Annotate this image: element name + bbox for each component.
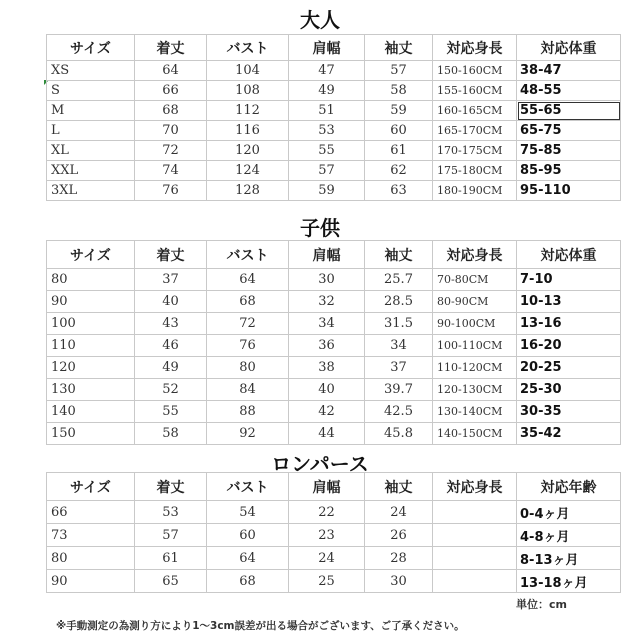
table-cell: 64 (135, 61, 207, 81)
table-cell: 53 (289, 121, 365, 141)
table-cell: 57 (365, 61, 433, 81)
table-cell: 61 (135, 547, 207, 570)
rompers-size-table (46, 472, 621, 593)
table-cell: 65-75 (517, 121, 621, 141)
table-cell: 90 (47, 570, 135, 593)
table-cell: 40 (289, 379, 365, 401)
table-cell: 80 (47, 547, 135, 570)
table-row (47, 570, 621, 593)
table-cell: 72 (207, 313, 289, 335)
table-cell: 124 (207, 161, 289, 181)
table-cell: 150 (47, 423, 135, 445)
table-cell: 165-170CM (433, 121, 517, 141)
table-cell: 120 (47, 357, 135, 379)
column-header: 肩幅 (289, 473, 365, 501)
table-cell: 66 (47, 501, 135, 524)
table-cell: 80 (47, 269, 135, 291)
table-cell: 16-20 (517, 335, 621, 357)
table-cell: 58 (135, 423, 207, 445)
table-cell: 59 (365, 101, 433, 121)
table-cell: 104 (207, 61, 289, 81)
table-cell: 128 (207, 181, 289, 201)
table-cell: 64 (207, 547, 289, 570)
table-cell: 26 (365, 524, 433, 547)
table-cell: 28.5 (365, 291, 433, 313)
table-cell: 65 (135, 570, 207, 593)
table-cell: 40 (135, 291, 207, 313)
column-header: 対応身長 (433, 241, 517, 269)
table-cell: M (47, 101, 135, 121)
table-row (47, 269, 621, 291)
table-cell: 155-160CM (433, 81, 517, 101)
table-cell: 85-95 (517, 161, 621, 181)
kids-size-table (46, 240, 621, 445)
column-header: 対応体重 (517, 241, 621, 269)
table-row (47, 121, 621, 141)
table-cell: 76 (207, 335, 289, 357)
table-row (47, 357, 621, 379)
table-cell: 4-8ヶ月 (517, 524, 621, 547)
table-cell: 0-4ヶ月 (517, 501, 621, 524)
table-cell: 73 (47, 524, 135, 547)
table-cell: 140 (47, 401, 135, 423)
kids-section-title: 子供 (300, 216, 340, 240)
table-cell: 22 (289, 501, 365, 524)
table-cell: 150-160CM (433, 61, 517, 81)
table-cell (433, 570, 517, 593)
table-cell: 24 (289, 547, 365, 570)
table-cell: 10-13 (517, 291, 621, 313)
column-header: サイズ (47, 473, 135, 501)
column-header: バスト (207, 473, 289, 501)
table-cell: 116 (207, 121, 289, 141)
table-row (47, 81, 621, 101)
table-cell: 13-16 (517, 313, 621, 335)
column-header: バスト (207, 241, 289, 269)
table-cell: 36 (289, 335, 365, 357)
table-cell: 62 (365, 161, 433, 181)
table-cell: 20-25 (517, 357, 621, 379)
table-cell: 30 (289, 269, 365, 291)
table-cell: 57 (135, 524, 207, 547)
table-cell: 47 (289, 61, 365, 81)
table-cell: 49 (289, 81, 365, 101)
table-cell: 45.8 (365, 423, 433, 445)
column-header: 対応年齢 (517, 473, 621, 501)
table-cell: 70 (135, 121, 207, 141)
table-cell: 92 (207, 423, 289, 445)
table-cell: 55 (135, 401, 207, 423)
table-cell: 60 (207, 524, 289, 547)
table-cell: 28 (365, 547, 433, 570)
column-header: 袖丈 (365, 35, 433, 61)
table-cell (433, 524, 517, 547)
table-cell: 88 (207, 401, 289, 423)
table-cell: 74 (135, 161, 207, 181)
table-cell: 34 (365, 335, 433, 357)
table-cell: 58 (365, 81, 433, 101)
table-row (47, 379, 621, 401)
table-cell: L (47, 121, 135, 141)
table-cell: 66 (135, 81, 207, 101)
table-cell: 60 (365, 121, 433, 141)
table-cell: 30 (365, 570, 433, 593)
table-cell: 70-80CM (433, 269, 517, 291)
table-cell: 76 (135, 181, 207, 201)
table-cell: 84 (207, 379, 289, 401)
table-row (47, 547, 621, 570)
table-cell: 24 (365, 501, 433, 524)
column-header: 肩幅 (289, 35, 365, 61)
table-cell: 64 (207, 269, 289, 291)
table-cell: 44 (289, 423, 365, 445)
table-cell: 90 (47, 291, 135, 313)
table-cell: 39.7 (365, 379, 433, 401)
table-cell: 55-65 (517, 101, 621, 121)
table-cell: 80-90CM (433, 291, 517, 313)
header-row (47, 473, 621, 501)
table-cell: 53 (135, 501, 207, 524)
table-row (47, 101, 621, 121)
table-cell: 35-42 (517, 423, 621, 445)
table-cell: 100-110CM (433, 335, 517, 357)
table-cell: 110-120CM (433, 357, 517, 379)
table-cell: 8-13ヶ月 (517, 547, 621, 570)
table-cell: 108 (207, 81, 289, 101)
column-header: 着丈 (135, 35, 207, 61)
table-cell: 51 (289, 101, 365, 121)
table-cell: 38 (289, 357, 365, 379)
column-header: 着丈 (135, 473, 207, 501)
table-cell: 52 (135, 379, 207, 401)
table-cell: 68 (135, 101, 207, 121)
table-cell: 180-190CM (433, 181, 517, 201)
table-cell: 170-175CM (433, 141, 517, 161)
table-cell: 120 (207, 141, 289, 161)
table-cell: 34 (289, 313, 365, 335)
table-cell: S (47, 81, 135, 101)
table-cell: 140-150CM (433, 423, 517, 445)
table-cell: 38-47 (517, 61, 621, 81)
table-cell: 31.5 (365, 313, 433, 335)
table-cell: 75-85 (517, 141, 621, 161)
table-cell: XXL (47, 161, 135, 181)
table-row (47, 161, 621, 181)
column-header: サイズ (47, 241, 135, 269)
table-cell: 63 (365, 181, 433, 201)
table-row (47, 61, 621, 81)
column-header: 袖丈 (365, 241, 433, 269)
table-row (47, 401, 621, 423)
table-cell: 54 (207, 501, 289, 524)
table-cell (433, 501, 517, 524)
column-header: 対応身長 (433, 473, 517, 501)
table-row (47, 291, 621, 313)
table-row (47, 181, 621, 201)
table-cell: XL (47, 141, 135, 161)
table-cell: 25 (289, 570, 365, 593)
column-header: 対応体重 (517, 35, 621, 61)
table-cell: 13-18ヶ月 (517, 570, 621, 593)
table-cell: 30-35 (517, 401, 621, 423)
table-cell: 68 (207, 570, 289, 593)
table-row (47, 423, 621, 445)
table-row (47, 141, 621, 161)
table-cell: 49 (135, 357, 207, 379)
header-row (47, 35, 621, 61)
table-cell: 100 (47, 313, 135, 335)
table-cell: 72 (135, 141, 207, 161)
header-row (47, 241, 621, 269)
table-cell: 3XL (47, 181, 135, 201)
column-header: 肩幅 (289, 241, 365, 269)
column-header: 対応身長 (433, 35, 517, 61)
adult-section-title: 大人 (300, 8, 340, 32)
table-cell: 95-110 (517, 181, 621, 201)
table-cell: 160-165CM (433, 101, 517, 121)
table-cell: 90-100CM (433, 313, 517, 335)
table-cell: 68 (207, 291, 289, 313)
column-header: 着丈 (135, 241, 207, 269)
table-cell: 37 (365, 357, 433, 379)
table-cell (433, 547, 517, 570)
table-cell: 42.5 (365, 401, 433, 423)
table-cell: 130 (47, 379, 135, 401)
column-header: サイズ (47, 35, 135, 61)
adult-size-table (46, 34, 621, 201)
table-cell: 55 (289, 141, 365, 161)
table-row (47, 313, 621, 335)
table-cell: 59 (289, 181, 365, 201)
table-cell: 46 (135, 335, 207, 357)
table-cell: 37 (135, 269, 207, 291)
table-cell: 42 (289, 401, 365, 423)
measurement-footnote: ※手動測定の為測り方により1〜3cm誤差が出る場合がございます、ご了承ください。 (56, 620, 465, 632)
rompers-section-title: ロンパース (271, 452, 369, 476)
table-cell: 112 (207, 101, 289, 121)
table-cell: 175-180CM (433, 161, 517, 181)
unit-label: 単位：cm (516, 598, 567, 611)
table-cell: 43 (135, 313, 207, 335)
table-cell: 130-140CM (433, 401, 517, 423)
table-cell: 80 (207, 357, 289, 379)
table-cell: 120-130CM (433, 379, 517, 401)
table-row (47, 524, 621, 547)
column-header: 袖丈 (365, 473, 433, 501)
table-cell: 110 (47, 335, 135, 357)
table-cell: XS (47, 61, 135, 81)
table-cell: 32 (289, 291, 365, 313)
column-header: バスト (207, 35, 289, 61)
table-row (47, 335, 621, 357)
table-cell: 48-55 (517, 81, 621, 101)
table-row (47, 501, 621, 524)
table-cell: 23 (289, 524, 365, 547)
table-cell: 25-30 (517, 379, 621, 401)
table-cell: 61 (365, 141, 433, 161)
table-cell: 25.7 (365, 269, 433, 291)
table-cell: 57 (289, 161, 365, 181)
table-cell: 7-10 (517, 269, 621, 291)
